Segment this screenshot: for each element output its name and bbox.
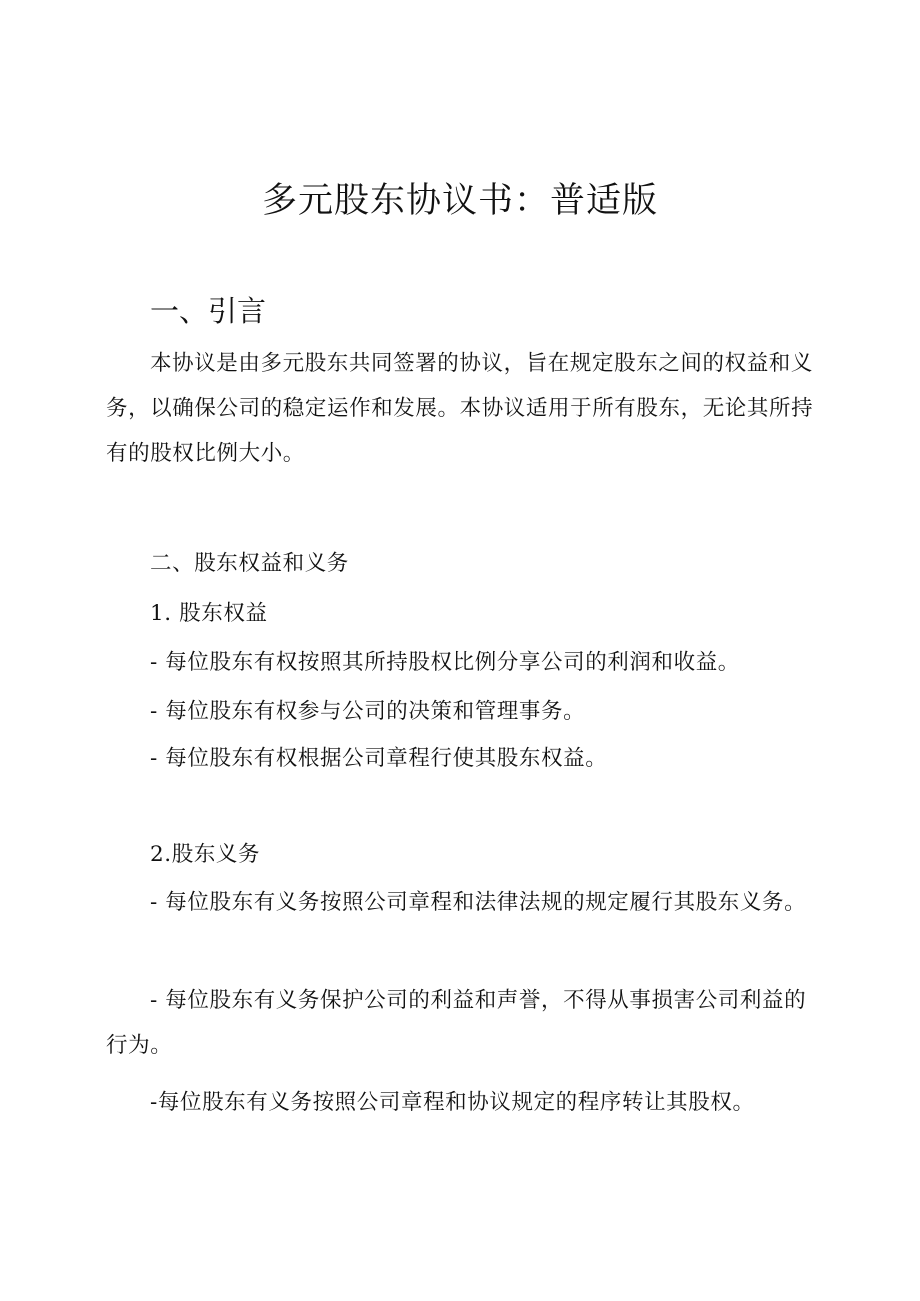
subsection-heading-rights: 1. 股东权益 [150, 601, 268, 626]
obligations-list-item: - 每位股东有义务按照公司章程和法律法规的规定履行其股东义务。 [150, 890, 807, 915]
document-title: 多元股东协议书：普适版 [261, 181, 658, 221]
subsection-heading-obligations: 2.股东义务 [150, 842, 261, 867]
rights-list-item: - 每位股东有权参与公司的决策和管理事务。 [150, 699, 586, 724]
rights-list-item: - 每位股东有权按照其所持股权比例分享公司的利润和收益。 [150, 650, 740, 675]
introduction-paragraph: 本协议是由多元股东共同签署的协议，旨在规定股东之间的权益和义务，以确保公司的稳定运作和发展。本协议适用于所有股东，无论其所持有的股权比例大小。 [106, 351, 814, 466]
obligations-list-item: -每位股东有义务按照公司章程和协议规定的程序转让其股权。 [150, 1090, 755, 1115]
section-heading-rights-obligations: 二、股东权益和义务 [150, 551, 349, 576]
obligations-list-item: - 每位股东有义务保护公司的利益和声誉，不得从事损害公司利益的行为。 [106, 988, 807, 1058]
section-heading-introduction: 一、引言 [150, 294, 267, 328]
rights-list-item: - 每位股东有权根据公司章程行使其股东权益。 [150, 746, 608, 771]
